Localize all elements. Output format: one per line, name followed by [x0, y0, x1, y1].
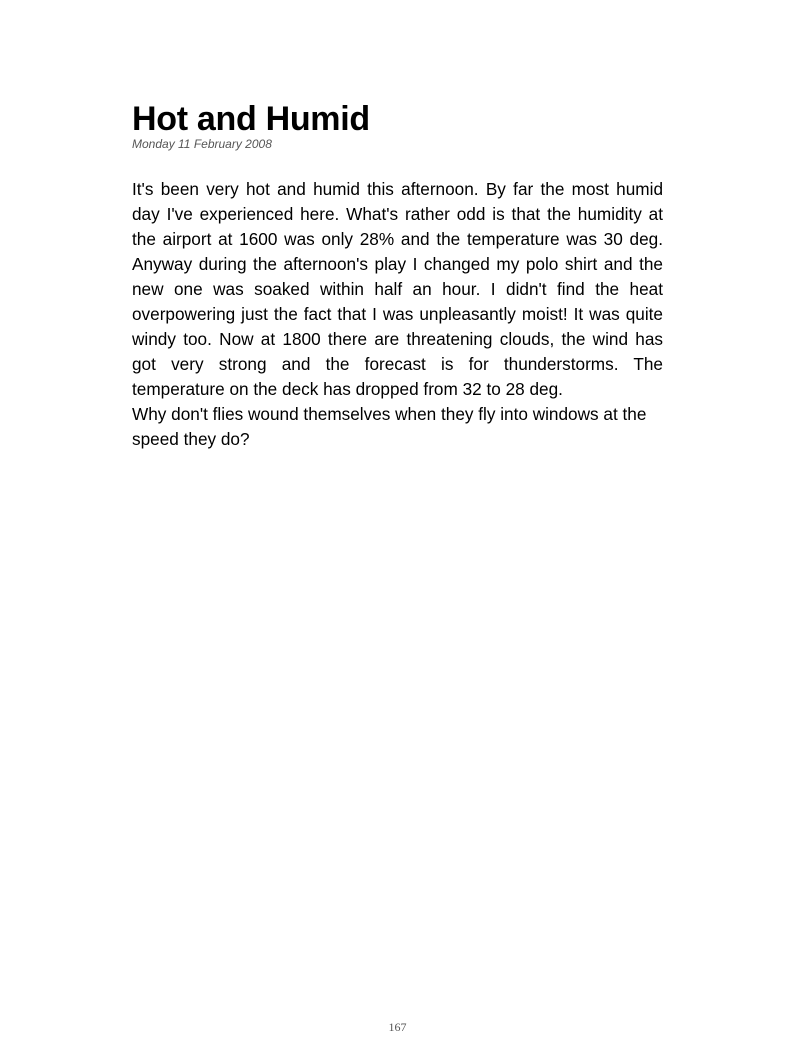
- article-paragraph: Why don't flies wound themselves when they fly into windows at the speed they do?: [132, 404, 647, 449]
- page-number: 167: [388, 1020, 407, 1034]
- article-paragraph: It's been very hot and humid this afternoon. By far the most humid day I've experienced here. What's rather odd is that the humidity at the airport at 1600 was only 28% and the temperature was 30 deg. Anyway during the afternoon's play I changed my polo shirt and the new one was soaked within half an hour. I didn't find the heat overpowering just the fact that I was unpleasantly moist! It was quite windy too. Now at 1800 there are threatening clouds, the wind has got very strong and the forecast is for thunderstorms. The temperature on the deck has dropped from 32 to 28 deg.: [132, 179, 663, 399]
- article-title: Hot and Humid: [132, 100, 370, 138]
- article: [132, 97, 663, 452]
- article-date: Monday 11 February 2008: [132, 137, 272, 151]
- article-body: [132, 177, 663, 452]
